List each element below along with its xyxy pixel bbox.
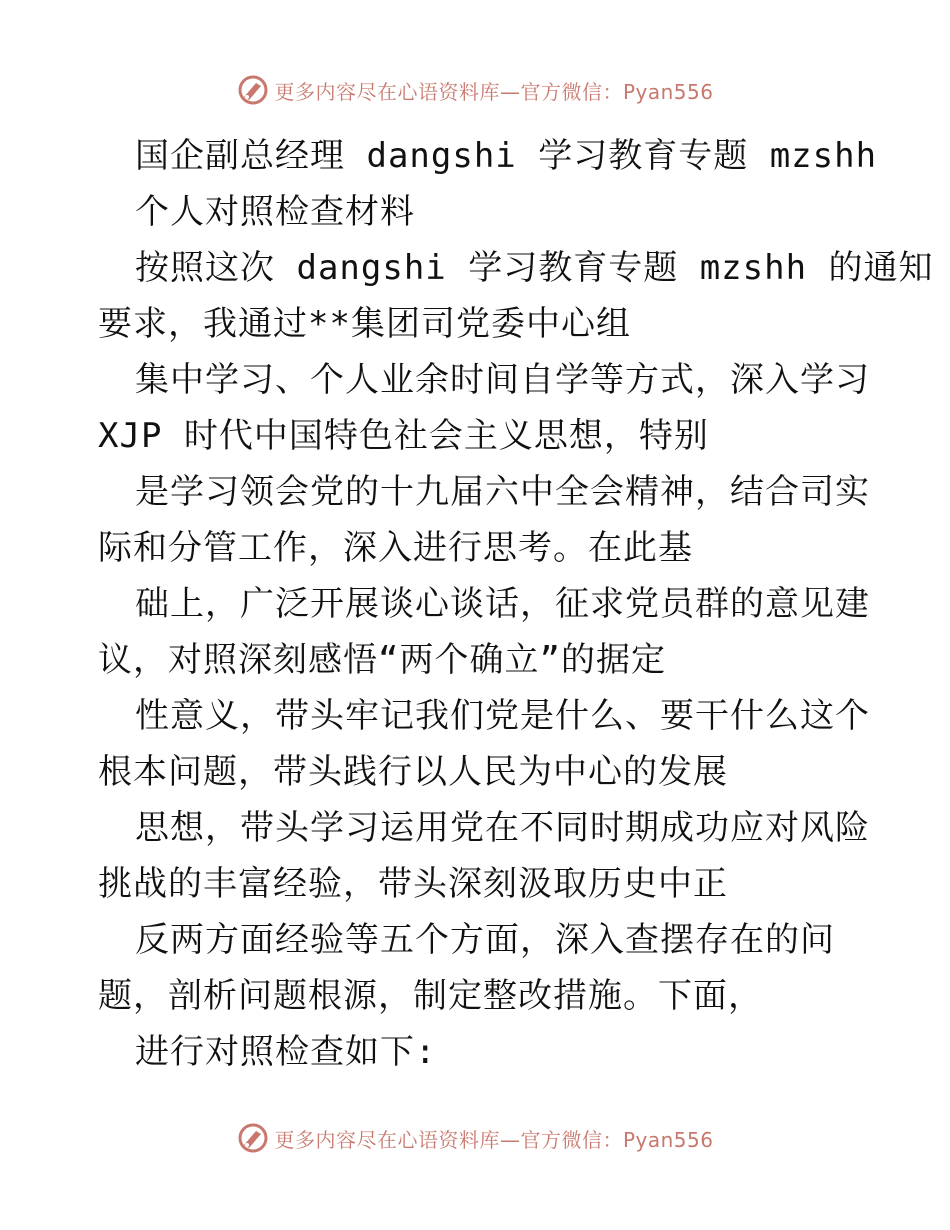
pen-nib-logo-icon <box>236 73 270 107</box>
document-body <box>98 128 934 1080</box>
watermark-footer <box>0 1118 950 1158</box>
paragraph-line: 挑战的丰富经验，带头深刻汲取历史中正 <box>98 864 728 904</box>
watermark-text: 更多内容尽在心语资料库—官方微信：Pyan556 <box>274 1127 714 1152</box>
paragraph-line: 是学习领会党的十九届六中全会精神，结合司实 <box>135 472 870 512</box>
watermark-header <box>0 70 950 110</box>
paragraph-line: XJP 时代中国特色社会主义思想，特别 <box>98 416 709 456</box>
paragraph-line: 性意义，带头牢记我们党是什么、要干什么这个 <box>135 696 870 736</box>
paragraph-line: 集中学习、个人业余时间自学等方式，深入学习 <box>135 360 870 400</box>
paragraph-line: 础上，广泛开展谈心谈话，征求党员群的意见建 <box>135 584 870 624</box>
paragraph-line: 进行对照检查如下: <box>135 1032 437 1072</box>
paragraph-line: 反两方面经验等五个方面，深入查摆存在的问 <box>135 920 835 960</box>
paragraph-line: 根本问题，带头践行以人民为中心的发展 <box>98 752 728 792</box>
paragraph-line: 要求，我通过**集团司党委中心组 <box>98 304 631 344</box>
document-title-line-2: 个人对照检查材料 <box>135 192 415 232</box>
paragraph-line: 议，对照深刻感悟“两个确立”的据定 <box>98 640 666 680</box>
paragraph-line: 思想，带头学习运用党在不同时期成功应对风险 <box>135 808 870 848</box>
document-title-line-1: 国企副总经理 dangshi 学习教育专题 mzshh <box>135 136 878 176</box>
pen-nib-logo-icon <box>236 1121 270 1155</box>
paragraph-line: 按照这次 dangshi 学习教育专题 mzshh 的通知 <box>135 248 934 288</box>
paragraph-line: 题，剖析问题根源，制定整改措施。下面， <box>98 976 763 1016</box>
paragraph-line: 际和分管工作，深入进行思考。在此基 <box>98 528 693 568</box>
watermark-text: 更多内容尽在心语资料库—官方微信：Pyan556 <box>274 79 714 104</box>
